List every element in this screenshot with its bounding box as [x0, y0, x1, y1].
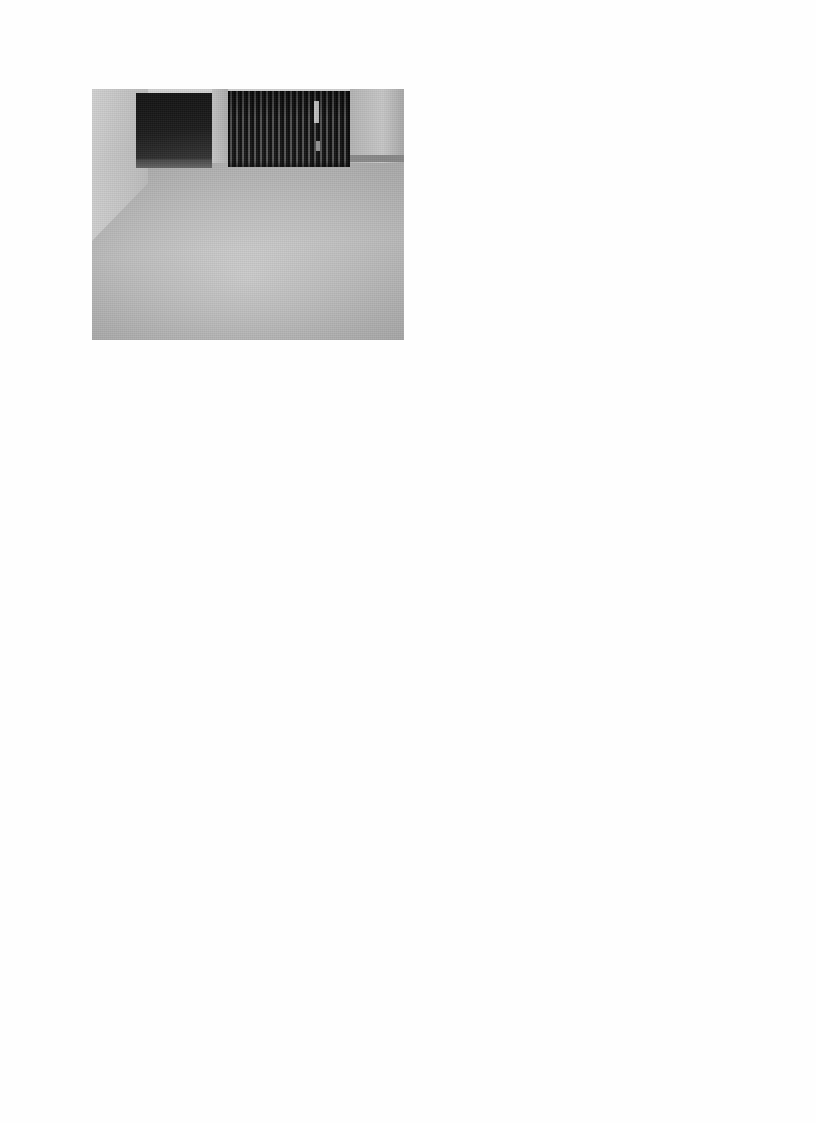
figure-text-wrap-spacer: [234, 89, 424, 351]
body-text-column: [234, 89, 721, 351]
